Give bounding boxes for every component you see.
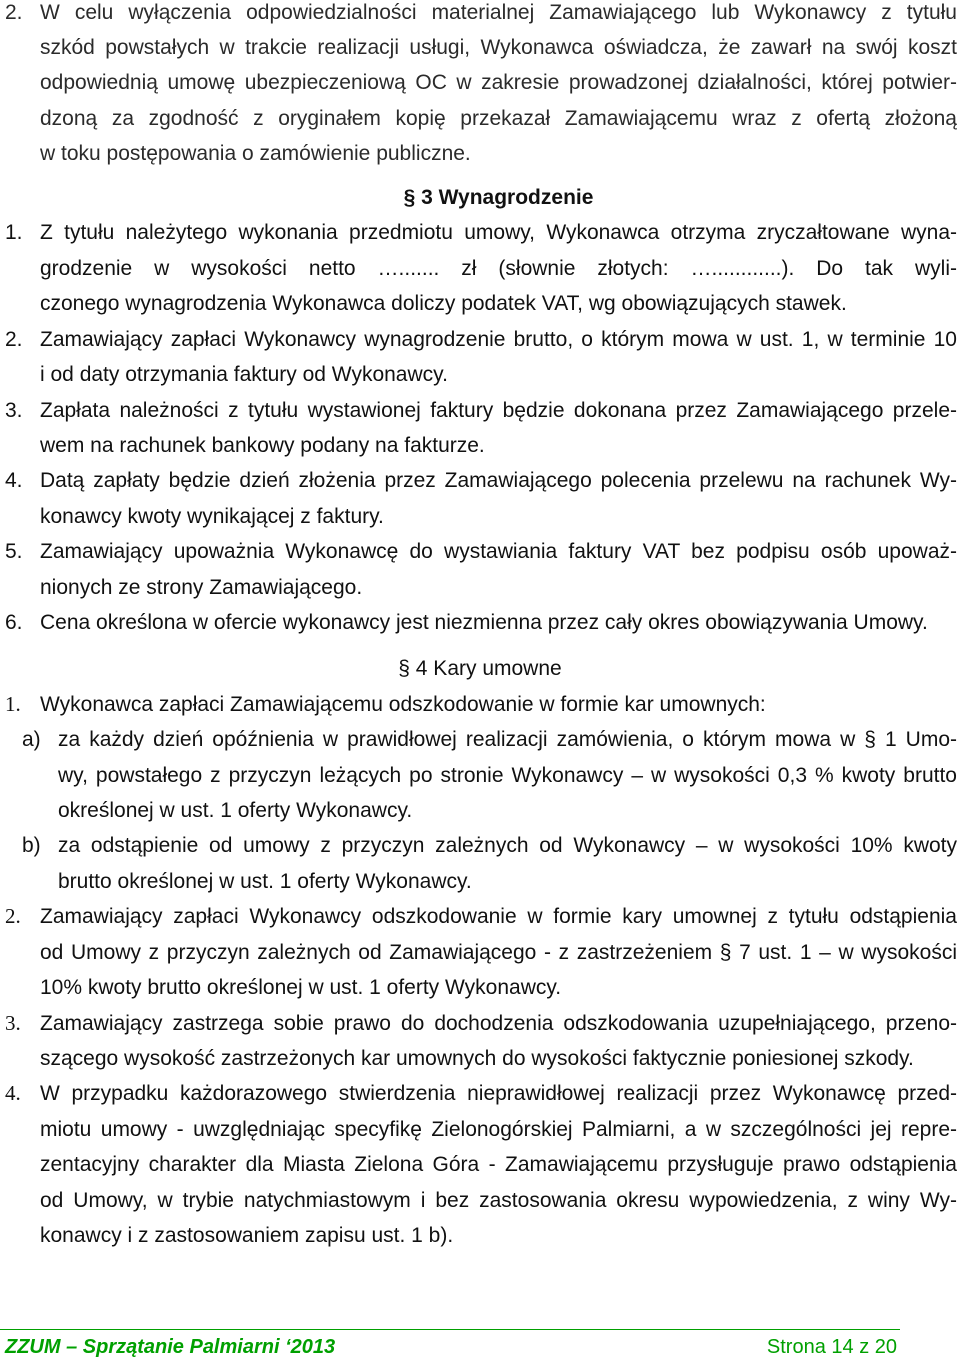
text-line: Zamawiający zapłaci Wykonawcy wynagrodzenie brutto, o którym mowa w ust. 1, w terminie 10 [40, 327, 957, 351]
list-item [5, 215, 957, 321]
list-item [5, 322, 957, 393]
text-line: zentacyjny charakter dla Miasta Zielona Góra - Zamawiającemu przysługuje prawo odstąpienia [40, 1153, 957, 1177]
text-line: W celu wyłączenia odpowiedzialności materialnej Zamawiającego lub Wykonawcy z tytułu [40, 0, 957, 24]
text-line: od Umowy, w trybie natychmiastowym i bez zastosowania okresu wypowiedzenia, z winy Wy- [40, 1188, 957, 1212]
list-item [5, 393, 957, 464]
footer-title: ZZUM – Sprzątanie Palmiarni ‘2013 [5, 1336, 336, 1358]
item-number: 4. [5, 469, 23, 493]
item-number: 6. [5, 611, 23, 635]
list-item [5, 687, 957, 722]
text-line: nionych ze strony Zamawiającego. [40, 575, 363, 599]
sub-list-item [22, 828, 957, 899]
list-item [5, 1076, 957, 1253]
text-line: grodzenie w wysokości netto …....... zł (słownie złotych: …............). Do tak wyli- [40, 256, 957, 280]
text-line: czonego wynagrodzenia Wykonawca doliczy podatek VAT, wg obowiązujących stawek. [40, 292, 847, 316]
text-line: szkód powstałych w trakcie realizacji usługi, Wykonawca oświadcza, że zawarł na swój koszt [40, 35, 957, 59]
item-number: 2. [5, 904, 21, 929]
text-line: Wykonawca zapłaci Zamawiającemu odszkodowanie w formie kar umownych: [40, 692, 766, 716]
list-item [5, 534, 957, 605]
list-item [5, 899, 957, 1005]
text-line: za odstąpienie od umowy z przyczyn zależnych od Wykonawcy – w wysokości 10% kwoty [58, 834, 957, 858]
text-line: od Umowy z przyczyn zależnych od Zamawiającego - z zastrzeżeniem § 7 ust. 1 – w wysokości [40, 940, 957, 964]
text-line: konawcy i z zastosowaniem zapisu ust. 1 b). [40, 1224, 454, 1248]
section-heading: § 3 Wynagrodzenie [403, 185, 594, 209]
text-line: konawcy kwoty wynikającej z faktury. [40, 504, 384, 528]
item-number: 4. [5, 1081, 21, 1106]
sub-item-letter: b) [22, 834, 41, 858]
item-number: 3. [5, 1010, 21, 1035]
text-line: Datą zapłaty będzie dzień złożenia przez Zamawiającego polecenia przelewu na rachunek Wy- [40, 469, 957, 493]
page-number: Strona 14 z 20 [766, 1336, 897, 1358]
text-line: za każdy dzień opóźnienia w prawidłowej realizacji zamówienia, o którym mowa w § 1 Umo- [58, 728, 957, 752]
item-number: 1. [5, 691, 21, 716]
text-line: określonej w ust. 1 oferty Wykonawcy. [58, 798, 413, 822]
sub-item-letter: a) [22, 728, 41, 752]
text-line: brutto określonej w ust. 1 oferty Wykonawcy. [58, 869, 472, 893]
text-line: Zapłata należności z tytułu wystawionej faktury będzie dokonana przez Zamawiającego przele- [40, 398, 957, 422]
text-line: W przypadku każdorazowego stwierdzenia nieprawidłowej realizacji przez Wykonawcę przed- [40, 1082, 957, 1106]
text-line: dzoną za zgodność z oryginałem kopię przekazał Zamawiającemu wraz z ofertą złożoną [40, 106, 957, 130]
sub-list-item [22, 722, 957, 828]
item-number: 2. [5, 0, 23, 24]
page-footer [0, 1329, 900, 1360]
item-number: 2. [5, 327, 23, 351]
text-line: miotu umowy - uwzględniając specyfikę Zielonogórskiej Palmiarni, a w szczególności jej repre- [40, 1117, 957, 1141]
text-line: odpowiednią umowę ubezpieczeniową OC w zakresie prowadzonej działalności, której potwier- [40, 71, 957, 95]
item-number: 5. [5, 540, 23, 564]
text-line: Zamawiający upoważnia Wykonawcę do wystawiania faktury VAT bez podpisu osób upoważ- [40, 540, 957, 564]
text-line: Zamawiający zastrzega sobie prawo do dochodzenia odszkodowania uzupełniającego, przeno- [40, 1011, 957, 1035]
text-line: i od daty otrzymania faktury od Wykonawcy. [40, 363, 448, 387]
list-item [5, 463, 957, 534]
list-item [5, 0, 957, 172]
section-heading: § 4 Kary umowne [398, 657, 562, 681]
text-line: wy, powstałego z przyczyn leżących po stronie Wykonawcy – w wysokości 0,3 % kwoty brutto [58, 763, 957, 787]
text-line: Cena określona w ofercie wykonawcy jest niezmienna przez cały okres obowiązywania Umowy. [40, 611, 928, 635]
text-line: wem na rachunek bankowy podany na fakturze. [40, 434, 485, 457]
list-item [5, 1006, 957, 1077]
text-line: w toku postępowania o zamówienie publiczne. [40, 142, 471, 166]
text-line: Z tytułu należytego wykonania przedmiotu umowy, Wykonawca otrzyma zryczałtowane wyna- [40, 221, 957, 245]
text-line: 10% kwoty brutto określonej w ust. 1 oferty Wykonawcy. [40, 976, 562, 1000]
text-line: szącego wysokość zastrzeżonych kar umownych do wysokości faktycznie poniesionej szkody. [40, 1047, 914, 1071]
list-item [5, 605, 957, 640]
item-number: 3. [5, 398, 23, 422]
text-line: Zamawiający zapłaci Wykonawcy odszkodowanie w formie kary umownej z tytułu odstąpienia [40, 905, 957, 929]
item-number: 1. [5, 221, 23, 245]
